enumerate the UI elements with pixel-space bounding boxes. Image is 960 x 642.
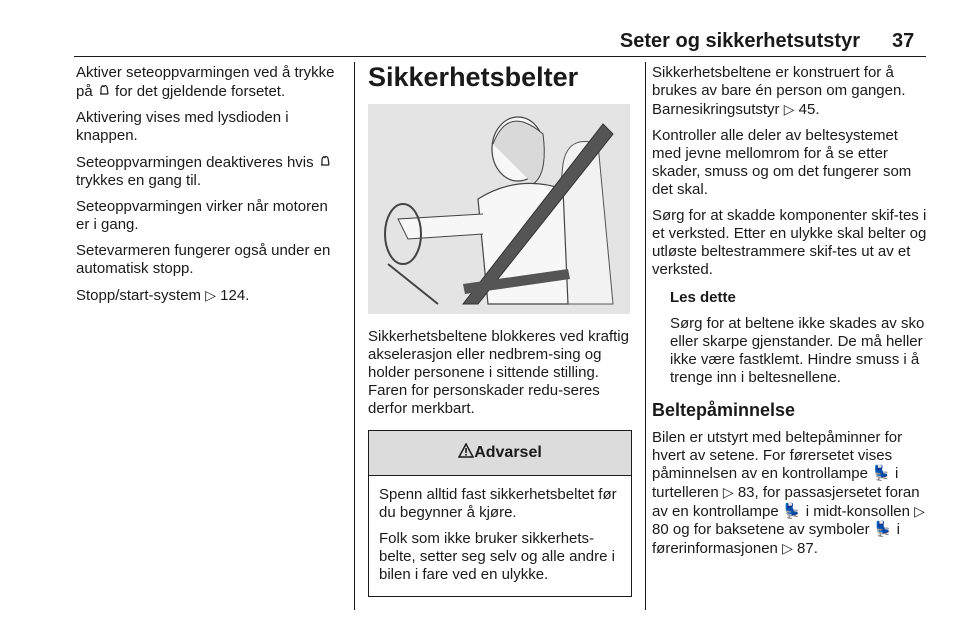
text: 83, for passasjersetet foran av en kontrollampe (652, 484, 920, 520)
text: 87. (792, 540, 818, 557)
paragraph (76, 153, 340, 190)
warning-title: Advarsel (474, 444, 542, 461)
column-divider-1 (354, 62, 355, 610)
warning-body (369, 476, 631, 596)
note-body: Sørg for at beltene ikke skades av sko eller skarpe gjenstander. De må heller ikke være fastklemt. Hindre smuss i å trenge inn i beltesnellene. (670, 315, 925, 386)
page-ref-arrow-icon: ▷ (914, 503, 925, 519)
seatbelt-illustration (368, 104, 630, 314)
page-ref-arrow-icon: ▷ (722, 484, 734, 500)
text: 80 og for baksetene av symboler (652, 521, 874, 538)
paragraph: Seteoppvarmingen virker når motoren er i gang. (76, 198, 328, 233)
paragraph (76, 286, 340, 305)
paragraph: Sikkerhetsbeltene blokkeres ved kraftig akselerasjon eller nedbrem-sing og holder personene i sittende stilling. Faren for personskader redu-seres derfor merkbart. (368, 328, 629, 417)
paragraph: Spenn alltid fast sikkerhetsbeltet før du begynner å kjøre. (379, 486, 617, 521)
seatbelt-icon: 💺 (873, 521, 893, 538)
paragraph (76, 64, 340, 101)
text: trykkes en gang til. (76, 172, 202, 189)
text: 124. (216, 287, 250, 304)
text: i førerinformasjonen (652, 521, 900, 557)
text: Bilen er utstyrt med beltepåminner for hvert av setene. For førersetet vises påminnelsen av en kontrollampe (652, 429, 903, 482)
column-2 (368, 64, 632, 597)
text: Aktiver seteoppvarmingen ved å trykke på (76, 64, 335, 100)
paragraph (652, 64, 928, 119)
page-ref-arrow-icon: ▷ (205, 287, 216, 303)
warning-triangle-icon (458, 443, 474, 463)
seatbelt-icon: 💺 (872, 465, 891, 482)
page-number: 37 (892, 30, 915, 52)
header-rule (74, 56, 926, 57)
text: i turtelleren (652, 465, 899, 501)
seat-heat-icon (97, 82, 111, 101)
seatbelt-icon: 💺 (782, 503, 802, 520)
column-1 (76, 64, 340, 313)
text: Stopp/start-system (76, 287, 206, 304)
text: Seteoppvarmingen deaktiveres hvis (76, 154, 318, 171)
page-ref-arrow-icon: ▷ (783, 101, 795, 117)
paragraph: Aktivering vises med lysdioden i knappen. (76, 109, 289, 144)
page-ref-arrow-icon: ▷ (782, 540, 793, 556)
seat-heat-icon (318, 153, 332, 172)
column-3 (652, 64, 928, 566)
text: 45. (794, 101, 820, 118)
column-divider-2 (645, 62, 646, 610)
section-title: Sikkerhetsbelter (368, 62, 579, 92)
text: for det gjeldende forsetet. (110, 83, 286, 100)
paragraph: Sørg for at skadde komponenter skif-tes i et verksted. Etter en ulykke skal belter og utløste beltestrammere skif-tes ut av et verksted. (652, 207, 927, 278)
text: i midt-konsollen (801, 503, 915, 520)
warning-box (368, 430, 632, 597)
paragraph: Kontroller alle deler av beltesystemet med jevne mellomrom for å se etter skader, smuss og om det fungerer som det skal. (652, 127, 912, 198)
note-block (652, 289, 928, 387)
warning-header (369, 431, 631, 476)
text: Sikkerhetsbeltene er konstruert for å brukes av bare én person om gangen. Barnesikringsutstyr (652, 64, 906, 118)
paragraph: Setevarmeren fungerer også under en automatisk stopp. (76, 242, 331, 277)
header-title: Seter og sikkerhetsutstyr (619, 30, 860, 52)
paragraph: Folk som ikke bruker sikkerhets-belte, setter seg selv og alle andre i bilen i fare ved en ulykke. (379, 530, 615, 583)
subsection-title: Beltepåminnelse (652, 400, 796, 420)
note-title: Les dette (670, 289, 736, 306)
paragraph (652, 429, 928, 558)
